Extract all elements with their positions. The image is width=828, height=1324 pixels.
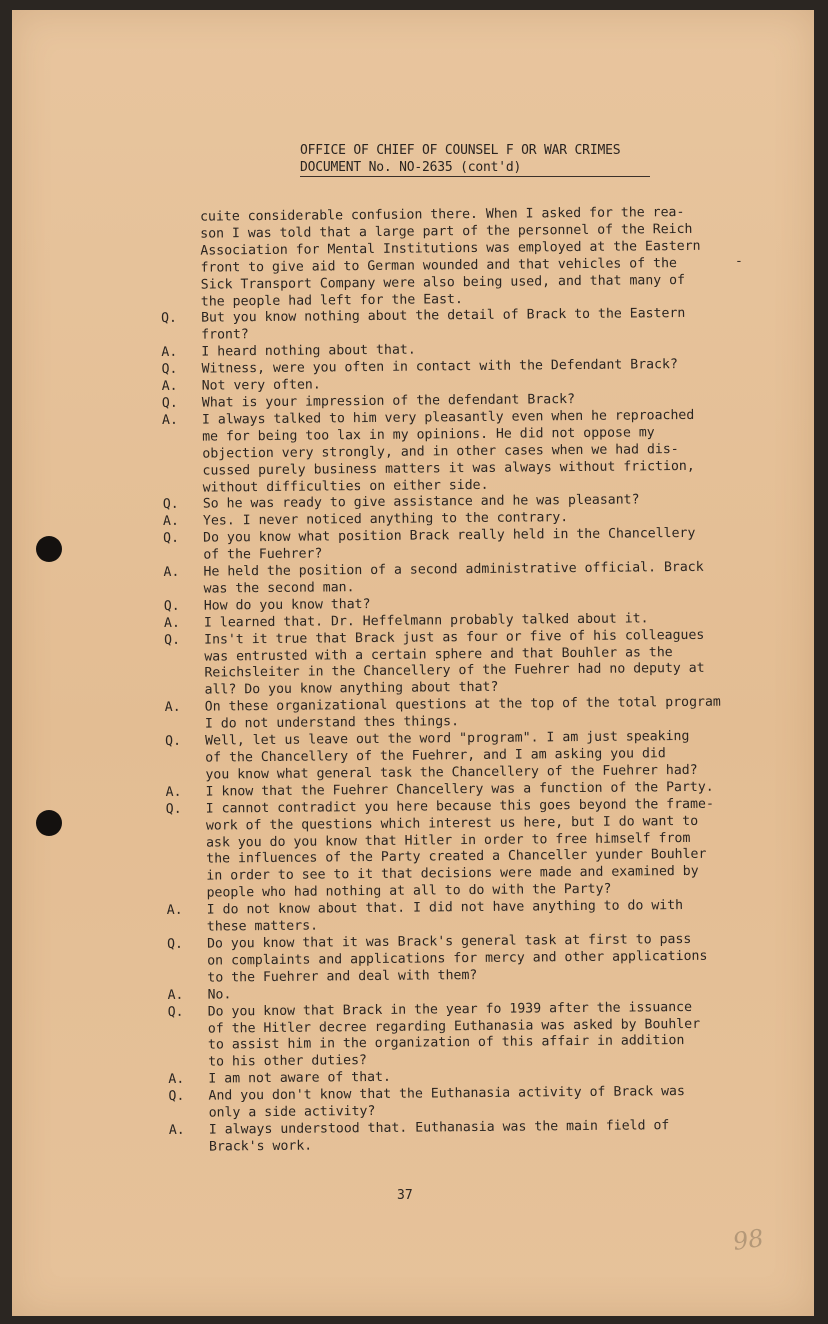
transcript-entry xyxy=(163,526,738,565)
entry-text: But you know nothing about the detail of Brack to the Eastern front? xyxy=(200,306,686,343)
speaker-label: Q. xyxy=(162,497,179,513)
entry-text: Well, let us leave out the word "program". I am just speaking of the Chancellery of the Fuehrer, and I am asking you did you know what general task the Chancellery of the Fuehrer had? xyxy=(205,729,698,783)
header-office-line: OFFICE OF CHIEF OF COUNSEL F OR WAR CRIMES xyxy=(300,143,621,158)
speaker-label: Q. xyxy=(168,1088,185,1105)
speaker-label: Q. xyxy=(164,632,181,648)
margin-tick-mark: - xyxy=(735,254,743,269)
transcript-entry xyxy=(161,306,736,345)
entry-text: He held the position of a second administrative official. Brack was the second man. xyxy=(203,559,704,597)
entry-text: Ins't it true that Brack just as four or five of his colleagues was entrusted with a certain sphere and that Bouhler as the Reichsleiter in the Chancellery of the Fuehrer had no deputy at all? Do you know anything about that? xyxy=(204,627,705,698)
speaker-label: A. xyxy=(163,564,180,581)
speaker-label: A. xyxy=(168,1072,185,1088)
entry-text: Not very often. xyxy=(201,377,321,394)
transcript-entry xyxy=(168,1084,743,1123)
pencil-annotation: 98 xyxy=(731,1224,766,1256)
speaker-label: A. xyxy=(163,615,180,631)
entry-text: Do you know that Brack in the year fo 1939 after the issuance of the Hitler decree regarding Euthanasia was asked by Bouhler to assist him in the organization of this affair in addition to his other duties? xyxy=(207,999,701,1070)
speaker-label: A. xyxy=(164,700,181,716)
entry-text: I cannot contradict you here because this goes beyond the frame- work of the questions which interest us here, but I do want to ask you do you know that Hitler in order to free himself from the influences of the Party created a Chanceller yunder Bouhler in order to see to it that decisions were made and examined by people who had nothing at all to do with the Party? xyxy=(205,796,714,901)
entry-text: I am not aware of that. xyxy=(208,1070,392,1087)
transcript-entry xyxy=(166,796,742,903)
speaker-label: Q. xyxy=(163,531,180,547)
transcript-entry xyxy=(167,931,742,987)
transcript-entry xyxy=(169,1117,744,1156)
speaker-label: A. xyxy=(168,1122,185,1138)
entry-text: On these organizational questions at the top of the total program I do not understand thes things. xyxy=(204,694,721,732)
speaker-label: A. xyxy=(161,378,178,395)
transcript-entry xyxy=(162,407,738,497)
transcript-entry xyxy=(160,204,736,311)
entry-text: I do not know about that. I did not have anything to do with these matters. xyxy=(206,898,684,935)
transcript-entry xyxy=(164,627,740,700)
transcript-entry xyxy=(165,729,740,785)
transcript-entry xyxy=(163,559,738,598)
speaker-label: Q. xyxy=(160,311,178,327)
transcript-body xyxy=(160,204,744,1156)
speaker-label: Q. xyxy=(165,733,182,750)
entry-text: How do you know that? xyxy=(203,596,371,614)
entry-text: No. xyxy=(207,987,232,1003)
speaker-label: Q. xyxy=(161,395,178,411)
speaker-label: Q. xyxy=(167,1004,184,1020)
entry-text: What is your impression of the defendant Brack? xyxy=(201,391,576,411)
transcript-entry xyxy=(168,999,744,1072)
speaker-label: Q. xyxy=(166,936,184,952)
speaker-label: Q. xyxy=(163,598,180,614)
entry-text: I know that the Fuehrer Chancellery was a function of the Party. xyxy=(205,779,714,800)
speaker-label: Q. xyxy=(165,801,182,817)
entry-text: So he was ready to give assistance and he was pleasant? xyxy=(202,492,640,513)
punch-hole xyxy=(36,810,62,836)
transcript-entry xyxy=(167,898,742,937)
entry-text: I heard nothing about that. xyxy=(201,342,416,360)
page-number: 37 xyxy=(397,1188,413,1203)
entry-text: I always talked to him very pleasantly even when he reproached me for being too lax in my opinions. He did not oppose my objection very strongly, and in other cases when we had dis- cussed purely business matters it was always without friction, without difficulties on either side. xyxy=(201,407,695,496)
entry-text: I learned that. Dr. Heffelmann probably talked about it. xyxy=(203,611,649,631)
entry-text: Do you know that it was Brack's general task at first to pass on complaints and applications for mercy and other applications to the Fuehrer and deal with them? xyxy=(206,931,708,986)
entry-text: cuite considerable confusion there. When I asked for the rea- son I was told that a large part of the personnel of the Reich Association for Mental Institutions was employed at the Eastern front to give aid to German wounded and that vehicles of the Sick Transport Company were also being used, and that many of the people had left for the East. xyxy=(199,204,701,310)
entry-text: I always understood that. Euthanasia was the main field of Brack's work. xyxy=(208,1118,670,1155)
transcript-entry xyxy=(165,695,740,734)
punch-hole xyxy=(36,536,62,562)
speaker-label: A. xyxy=(161,412,178,428)
speaker-label: Q. xyxy=(161,361,178,378)
header-document-line: DOCUMENT No. NO-2635 (cont'd) xyxy=(300,159,650,177)
entry-text: Yes. I never noticed anything to the contrary. xyxy=(202,510,569,529)
speaker-label: A. xyxy=(167,987,184,1003)
entry-text: And you don't know that the Euthanasia activity of Brack was only a side activity? xyxy=(208,1084,685,1121)
speaker-label: A. xyxy=(165,784,182,800)
entry-text: Witness, were you often in contact with the Defendant Brack? xyxy=(201,357,678,377)
speaker-label: A. xyxy=(162,514,179,530)
document-header xyxy=(300,142,680,177)
speaker-label: A. xyxy=(161,345,178,361)
speaker-label xyxy=(160,210,201,312)
entry-text: Do you know what position Brack really held in the Chancellery of the Fuehrer? xyxy=(203,526,696,563)
speaker-label: A. xyxy=(166,902,183,919)
